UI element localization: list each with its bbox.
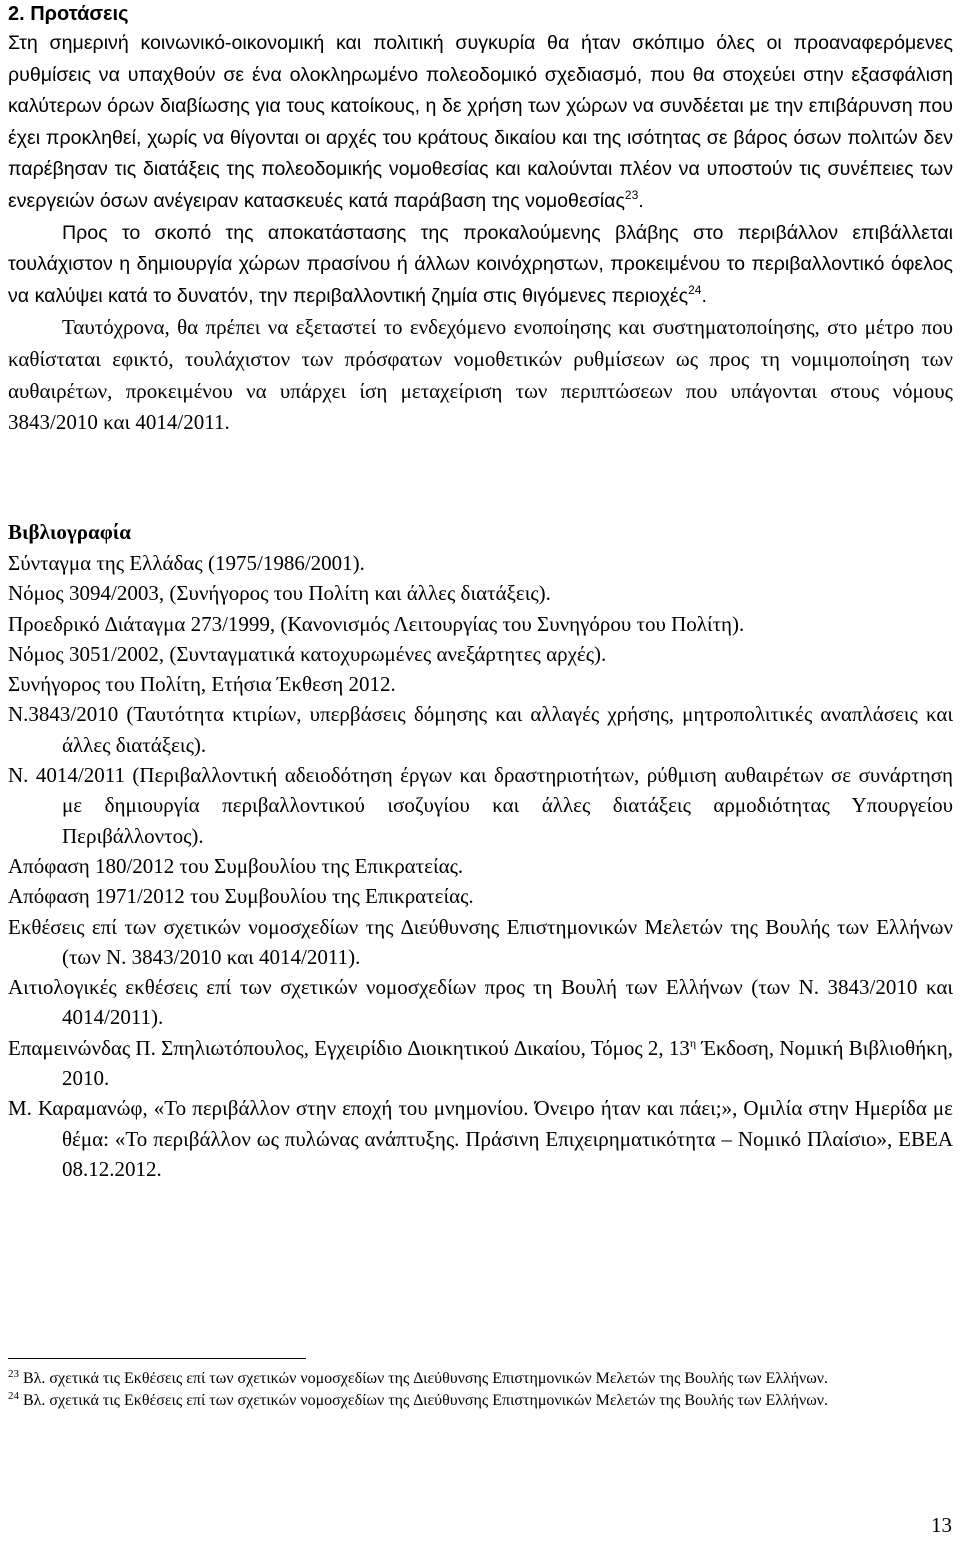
- section-body: [8, 28, 953, 439]
- bibliography-item: Ν.3843/2010 (Ταυτότητα κτιρίων, υπερβάσεις δόμησης και αλλαγές χρήσης, μητροπολιτικές αναπλάσεις και άλλες διατάξεις).: [8, 702, 953, 757]
- footnote-23: [8, 1368, 953, 1390]
- footnote-text: Βλ. σχετικά τις Εκθέσεις επί των σχετικών νομοσχεδίων της ∆ιεύθυνσης Επιστημονικών Μελετών της Βουλής των Ελλήνων.: [19, 1370, 828, 1387]
- bibliography-item-text: Επαμεινώνδας Π. Σπηλιωτόπουλος, Εγχειρίδιο ∆ιοικητικού ∆ικαίου, Τόμος 2, 13: [8, 1035, 690, 1060]
- bibliography-item: Συνήγορος του Πολίτη, Ετήσια Έκθεση 2012.: [8, 672, 396, 697]
- bibliography-item: Εκθέσεις επί των σχετικών νομοσχεδίων της ∆ιεύθυνσης Επιστημονικών Μελετών της Βουλής των Ελλήνων (των Ν. 3843/2010 και 4014/2011).: [8, 914, 953, 969]
- footnote-24: [8, 1390, 953, 1412]
- paragraph-3: Ταυτόχρονα, θα πρέπει να εξεταστεί το ενδεχόμενο ενοποίησης και συστηματοποίησης, στο μέτρο που καθίσταται εφικτό, τουλάχιστον των πρόσφατων νομοθετικών ρυθμίσεων ως προς τη νομιμοποίηση των αυθαιρέτων, προκειμένου να υπάρχει ίση μεταχείριση των περιπτώσεων που υπάγονται στους νόμους 3843/2010 και 4014/2011.: [8, 315, 953, 435]
- bibliography-item: Μ. Καραμανώφ, «Το περιβάλλον στην εποχή του μνημονίου. Όνειρο ήταν και πάει;», Ομιλία στην Ημερίδα με θέμα: «Το περιβάλλον ως πυλώνας ανάπτυξης. Πράσινη Επιχειρηματικότητα – Νομικό Πλαίσιο», ΕΒΕΑ 08.12.2012.: [8, 1096, 953, 1181]
- bibliography-item: Νόμος 3051/2002, (Συνταγματικά κατοχυρωμένες ανεξάρτητες αρχές).: [8, 641, 607, 666]
- bibliography-list: [8, 548, 953, 1184]
- bibliography-item: Προεδρικό ∆ιάταγμα 273/1999, (Κανονισμός Λειτουργίας του Συνηγόρου του Πολίτη).: [8, 611, 745, 636]
- bibliography-item: Απόφαση 1971/2012 του Συμβουλίου της Επικρατείας.: [8, 884, 474, 909]
- page-number: 13: [931, 1513, 952, 1537]
- paragraph-1-text: Στη σημερινή κοινωνικό-οικονομική και πολιτική συγκυρία θα ήταν σκόπιμο όλες οι προαναφερόμενες ρυθμίσεις να υπαχθούν σε ένα ολοκληρωμένο πολεοδομικό σχεδιασμό, που θα στοχεύει στην εξασφάλιση καλύτερων όρων διαβίωσης για τους κατοίκους, η δε χρήση των χώρων να συνδέεται με την επιβάρυνση που έχει προκληθεί, χωρίς να θίγονται οι αρχές του κράτους δικαίου και της ισότητας σε βάρος όσων πολιτών δεν παρέβησαν τις διατάξεις της πολεοδομικής νομοθεσίας και καλούνται πλέον να υποστούν τις συνέπειες των ενεργειών όσων ανέγειραν κατασκευές κατά παράβαση της νομοθεσίας: [8, 32, 953, 212]
- footnote-text: Βλ. σχετικά τις Εκθέσεις επί των σχετικών νομοσχεδίων της ∆ιεύθυνσης Επιστημονικών Μελετών της Βουλής των Ελλήνων.: [19, 1391, 828, 1409]
- footnote-number: 24: [8, 1389, 19, 1402]
- paragraph-1: Στη σημερινή κοινωνικό-οικονομική και πολιτική συγκυρία θα ήταν σκόπιμο όλες οι προαναφερόμενες ρυθμίσεις να υπαχθούν σε ένα ολοκληρωμένο πολεοδομικό σχεδιασμό, που θα στοχεύει στην εξασφάλιση καλύτερων όρων διαβίωσης για τους κατοίκους, η δε χρήση των χώρων να συνδέεται με την επιβάρυνση που έχει προκληθεί, χωρίς να θίγονται οι αρχές του κράτους δικαίου και της ισότητας σε βάρος όσων πολιτών δεν παρέβησαν τις διατάξεις της πολεοδομικής νομοθεσίας και καλούνται πλέον να υποστούν τις συνέπειες των ενεργειών όσων ανέγειραν κατασκευές κατά παράβαση της νομοθεσίας$^{23}$.: [8, 32, 953, 212]
- footnote-ref-24[interactable]: 24: [688, 282, 702, 297]
- footnote-ref-23[interactable]: 23: [624, 187, 639, 202]
- bibliography-item: Σύνταγμα της Ελλάδας (1975/1986/2001).: [8, 551, 365, 575]
- footnotes: [8, 1368, 953, 1411]
- bibliography-item: Νόμος 3094/2003, (Συνήγορος του Πολίτη και άλλες διατάξεις).: [8, 581, 551, 606]
- paragraph-2-text: Προς το σκοπό της αποκατάστασης της προκαλούμενης βλάβης στο περιβάλλον επιβάλλεται τουλάχιστον η δημιουργία χώρων πρασίνου ή άλλων κοινόχρηστων, προκειμένου το περιβαλλοντικό όφελος να καλύψει κατά το δυνατόν, την περιβαλλοντική ζημία στις θιγόμενες περιοχές: [8, 221, 953, 307]
- bibliography-item: Αιτιολογικές εκθέσεις επί των σχετικών νομοσχεδίων προς τη Βουλή των Ελλήνων (των Ν. 3843/2010 και 4014/2011).: [8, 975, 953, 1030]
- section-heading: 2. Προτάσεις: [8, 3, 129, 25]
- footnote-number: 23: [8, 1368, 19, 1380]
- bibliography-item: [8, 1033, 953, 1094]
- bibliography-item: Απόφαση 180/2012 του Συμβουλίου της Επικρατείας.: [8, 853, 464, 878]
- bibliography-title: Βιβλιογραφία: [8, 520, 132, 544]
- paragraph-2: Προς το σκοπό της αποκατάστασης της προκαλούμενης βλάβης στο περιβάλλον επιβάλλεται τουλάχιστον η δημιουργία χώρων πρασίνου ή άλλων κοινόχρηστων, προκειμένου το περιβαλλοντικό όφελος να καλύψει κατά το δυνατόν, την περιβαλλοντική ζημία στις θιγόμενες περιοχές$^{24}$.: [8, 221, 953, 307]
- bibliography-item: Ν. 4014/2011 (Περιβαλλοντική αδειοδότηση έργων και δραστηριοτήτων, ρύθμιση αυθαιρέτων σε συνάρτηση με δημιουργία περιβαλλοντικού ισοζυγίου και άλλες διατάξεις αρμοδιότητας Υπουργείου Περιβάλλοντος).: [8, 763, 953, 848]
- bibliography-item-text: Έκδοση, Νομική Βιβλιοθήκη, 2010.: [62, 1035, 953, 1091]
- footnote-separator: [8, 1358, 306, 1359]
- edition-superscript: η: [689, 1035, 697, 1050]
